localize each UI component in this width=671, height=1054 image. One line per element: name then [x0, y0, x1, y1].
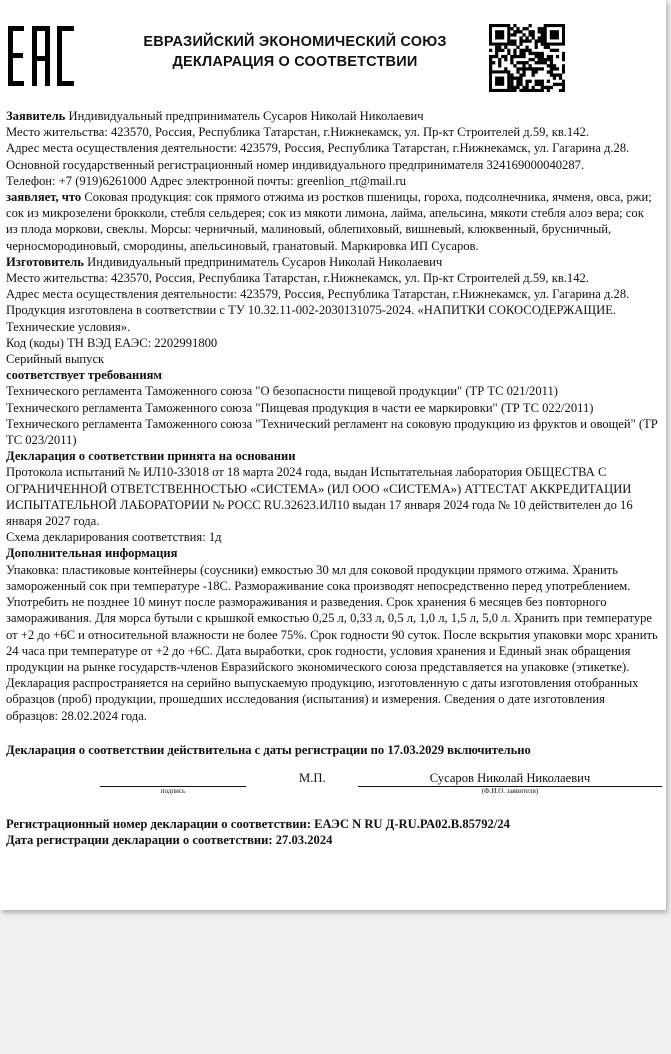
signature-caption: подпись — [160, 786, 186, 795]
document-header — [0, 0, 666, 100]
requirement-item: Технического регламента Таможенного союза "О безопасности пищевой продукции" (ТР ТС 021/2011) — [6, 384, 558, 399]
additional-info: Упаковка: пластиковые контейнеры (соусники) емкостью 30 мл для соковой продукции прямого отжима. Хранить замороженный сок при температуре -18С. Размораживание сока производят непосредственно перед употреблением. Употребить не позднее 10 минут после размораживания и разведения. Срок хранения 6 месяцев без повторного замораживания. Для морса бутыли с крышкой емкостью 0,25 л, 0,33 л, 0,5 л, 1,0 л, 1,5 л, 5,0 л. Хранить при температуре от +2 до +6С и относительной влажности не более 75%. Срок годности 90 суток. После вскрытия упаковки морс хранить 24 часа при температуре от +2 до +6С. Дата выработки, срок годности, условия хранения и Единый знак обращения продукции на рынке государств-членов Евразийского экономического союза представляется на упаковке (этикетке). Декларация распространяется на серийно выпускаемую продукцию, изготовленную с даты изготовления отобранных образцов (проб) продукции, прошедших исследования (испытания) и измерения. Сведения о дате изготовления образцов: 28.02.2024 года. — [6, 562, 658, 723]
requirement-item: Технического регламента Таможенного союза "Пищевая продукция в части ее маркировки" (ТР ТС 022/2011) — [6, 400, 594, 415]
additional-label — [6, 545, 658, 561]
manufacturer-line — [6, 254, 658, 270]
signer-caption: (Ф.И.О. заявителя) — [481, 786, 539, 795]
requirement-item: Технического регламента Таможенного союза "Технический регламент на соковую продукцию из фруктов и овощей" (ТР ТС 023/2011) — [6, 416, 658, 448]
qr-code[interactable] — [489, 24, 565, 92]
applicant-residence: Место жительства: 423570, Россия, Республика Татарстан, г.Нижнекамск, ул. Пр-кт Строителей д.59, кв.142. — [6, 125, 589, 140]
title-declaration: ДЕКЛАРАЦИЯ О СООТВЕТСТВИИ — [172, 54, 418, 70]
manufacturer-activity-address: Адрес места осуществления деятельности: 423579, Россия, Республика Татарстан, г.Нижнекамск, ул. Гагарина д.28. — [6, 287, 630, 302]
applicant-ogrnip: Основной государственный регистрационный номер индивидуального предпринимателя 324169000040287. — [6, 157, 585, 172]
additional-label-text: Дополнительная информация — [6, 546, 178, 561]
applicant-label: Заявитель — [6, 109, 66, 123]
declaration-scheme: Схема декларирования соответствия: 1д — [6, 530, 222, 545]
serial-release: Серийный выпуск — [6, 352, 105, 367]
title-union: ЕВРАЗИЙСКИЙ ЭКОНОМИЧЕСКИЙ СОЮЗ — [143, 34, 447, 50]
applicant-activity-address: Адрес места осуществления деятельности: 423579, Россия, Республика Татарстан, г.Нижнекамск, ул. Гагарина д.28. — [6, 141, 630, 156]
tnved-code: Код (коды) ТН ВЭД ЕАЭС: 2202991800 — [6, 335, 218, 350]
manufacturer-name: Индивидуальный предприниматель Сусаров Николай Николаевич — [87, 254, 443, 269]
manufacturer-label: Изготовитель — [6, 254, 84, 269]
eac-logo — [8, 26, 74, 86]
basis-label-text: Декларация о соответствии принята на основании — [6, 449, 296, 464]
document-title — [120, 32, 470, 72]
registration-number: Регистрационный номер декларации о соответствии: ЕАЭС N RU Д-RU.РА02.В.85792/24 — [6, 816, 510, 831]
stamp-place: М.П. — [299, 770, 326, 785]
spacer — [6, 724, 658, 742]
signature-block — [6, 770, 658, 816]
product-standard: Продукция изготовлена в соответствии с ТУ 10.32.11-002-2030131075-2024. «НАПИТКИ СОКОСОДЕРЖАЩИЕ. Технические условия». — [6, 303, 617, 334]
basis-label — [6, 448, 658, 464]
product-description: Соковая продукция: сок прямого отжима из ростков пшеницы, гороха, подсолнечника, ячменя, овса, ржи; сок из микрозелени брокколи, стебля сельдерея; сок из мякоти лимона, лайма, апельсина, мякоти стебля алоэ вера; сок из плода моркови, свеклы. Морсы: черничный, малиновый, облепиховый, вишневый, клюквенный, брусничный, черносмородиновый, смородины, апельсиновый, гранатовый. Маркировка ИП Сусаров. — [6, 190, 652, 253]
validity-statement: Декларация о соответствии действительна с даты регистрации по 17.03.2029 включительно — [6, 742, 531, 757]
test-protocol: Протокола испытаний № ИЛ10-33018 от 18 марта 2024 года, выдан Испытательная лаборатория ОБЩЕСТВА С ОГРАНИЧЕННОЙ ОТВЕТСТВЕННОСТЬЮ «СИСТЕМА» (ИЛ ООО «СИСТЕМА») АТТЕСТАТ АККРЕДИТАЦИИ ИСПЫТАТЕЛЬНОЙ ЛАБОРАТОРИИ № РОСС RU.32623.ИЛ10 выдан 17 января 2024 года № 10 действителен до 16 января 2027 года. — [6, 465, 633, 529]
declaration-body — [6, 108, 658, 848]
applicant-line — [6, 108, 658, 124]
manufacturer-residence: Место жительства: 423570, Россия, Республика Татарстан, г.Нижнекамск, ул. Пр-кт Строителей д.59, кв.142. — [6, 271, 589, 286]
registration-date: Дата регистрации декларации о соответствии: 27.03.2024 — [6, 833, 333, 848]
declares-label: заявляет, что — [6, 190, 82, 205]
declares-line — [6, 189, 658, 254]
signer-name: Сусаров Николай Николаевич — [429, 770, 591, 785]
requirements-label — [6, 367, 658, 383]
requirements-label-text: соответствует требованиям — [6, 368, 162, 383]
applicant-contacts: Телефон: +7 (919)6261000 Адрес электронной почты: greenlion_rt@mail.ru — [6, 173, 406, 188]
applicant-name: Индивидуальный предприниматель Сусаров Николай Николаевич — [68, 109, 424, 123]
